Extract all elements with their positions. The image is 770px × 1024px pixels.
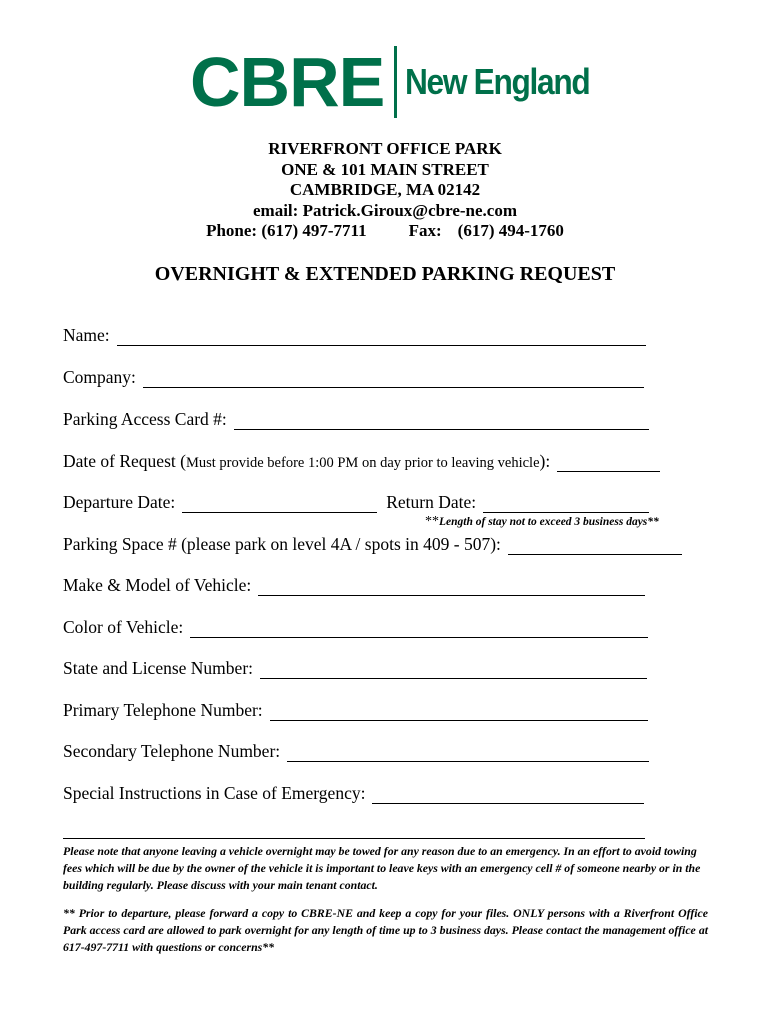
- emergency-label: Special Instructions in Case of Emergency:: [63, 783, 366, 803]
- request-date-field: [63, 451, 660, 472]
- phone-text: Phone: (617) 497-7711: [206, 221, 367, 240]
- departure-blank[interactable]: [182, 496, 377, 513]
- primary-phone-field: [63, 700, 648, 721]
- vehicle-color-label: Color of Vehicle:: [63, 617, 184, 637]
- phone-fax-line: [0, 221, 770, 242]
- name-label: Name:: [63, 325, 110, 345]
- license-blank[interactable]: [260, 662, 647, 679]
- vehicle-color-blank[interactable]: [190, 621, 648, 638]
- request-date-label-c: ):: [539, 451, 551, 471]
- return-blank[interactable]: [483, 496, 649, 513]
- logo-brand: CBRE: [190, 43, 385, 121]
- request-date-note: Must provide before 1:00 PM on day prior to leaving vehicle: [185, 455, 540, 471]
- make-model-label: Make & Model of Vehicle:: [63, 575, 252, 595]
- access-card-label: Parking Access Card #:: [63, 409, 227, 429]
- parking-space-label: Parking Space # (please park on level 4A / spots in 409 - 507):: [63, 534, 501, 554]
- departure-label: Departure Date:: [63, 492, 176, 512]
- primary-phone-label: Primary Telephone Number:: [63, 700, 263, 720]
- logo-divider: [394, 46, 397, 118]
- address-line-2: ONE & 101 MAIN STREET: [281, 159, 489, 179]
- towing-note: Please note that anyone leaving a vehicle overnight may be towed for any reason due to an emergency. In an effort to avoid towing fees which will be due by the owner of the vehicle it is important to leave keys with an emergency cell # of someone nearby or in the building regularly. Please discuss with your main tenant contact.: [63, 844, 701, 892]
- company-logo: [190, 43, 615, 121]
- notes-divider: [63, 838, 645, 839]
- company-blank[interactable]: [143, 371, 644, 388]
- license-label: State and License Number:: [63, 658, 254, 678]
- stay-note-stars: **: [425, 514, 439, 529]
- fax-number: (617) 494-1760: [457, 221, 564, 240]
- primary-phone-blank[interactable]: [270, 704, 648, 721]
- parking-space-field: [63, 534, 682, 555]
- departure-return-field: [63, 492, 649, 513]
- logo-region: New England: [405, 61, 590, 102]
- secondary-phone-blank[interactable]: [287, 745, 649, 762]
- email-line: email: Patrick.Giroux@cbre-ne.com: [253, 200, 517, 220]
- company-field: [63, 367, 644, 388]
- parking-space-blank[interactable]: [508, 538, 682, 555]
- secondary-phone-label: Secondary Telephone Number:: [63, 741, 281, 761]
- request-date-label-a: Date of Request (: [63, 451, 186, 471]
- address-block: [0, 139, 770, 242]
- fax-label: Fax:: [408, 221, 442, 240]
- make-model-blank[interactable]: [258, 579, 645, 596]
- company-label: Company:: [63, 367, 136, 387]
- emergency-blank[interactable]: [372, 787, 644, 804]
- name-field: [63, 325, 646, 346]
- license-field: [63, 658, 647, 679]
- access-card-blank[interactable]: [234, 413, 649, 430]
- stay-limit-note: [425, 514, 659, 530]
- form-title: OVERNIGHT & EXTENDED PARKING REQUEST: [154, 263, 616, 285]
- return-label: Return Date:: [386, 492, 477, 512]
- emergency-field: [63, 783, 644, 804]
- make-model-field: [63, 575, 645, 596]
- secondary-phone-field: [63, 741, 649, 762]
- address-line-1: RIVERFRONT OFFICE PARK: [268, 139, 502, 158]
- vehicle-color-field: [63, 617, 648, 638]
- departure-note: ** Prior to departure, please forward a copy to CBRE-NE and keep a copy for your files. ONLY persons with a Riverfront Office Park access card are allowed to park overnight for any length of time up to 3 business days. Please contact the management office at 617-497-7711 with questions or concerns**: [63, 906, 708, 954]
- request-date-blank[interactable]: [557, 455, 660, 472]
- name-blank[interactable]: [117, 329, 646, 346]
- stay-note-text: Length of stay not to exceed 3 business days**: [439, 516, 659, 528]
- access-card-field: [63, 409, 649, 430]
- address-line-3: CAMBRIDGE, MA 02142: [289, 180, 481, 199]
